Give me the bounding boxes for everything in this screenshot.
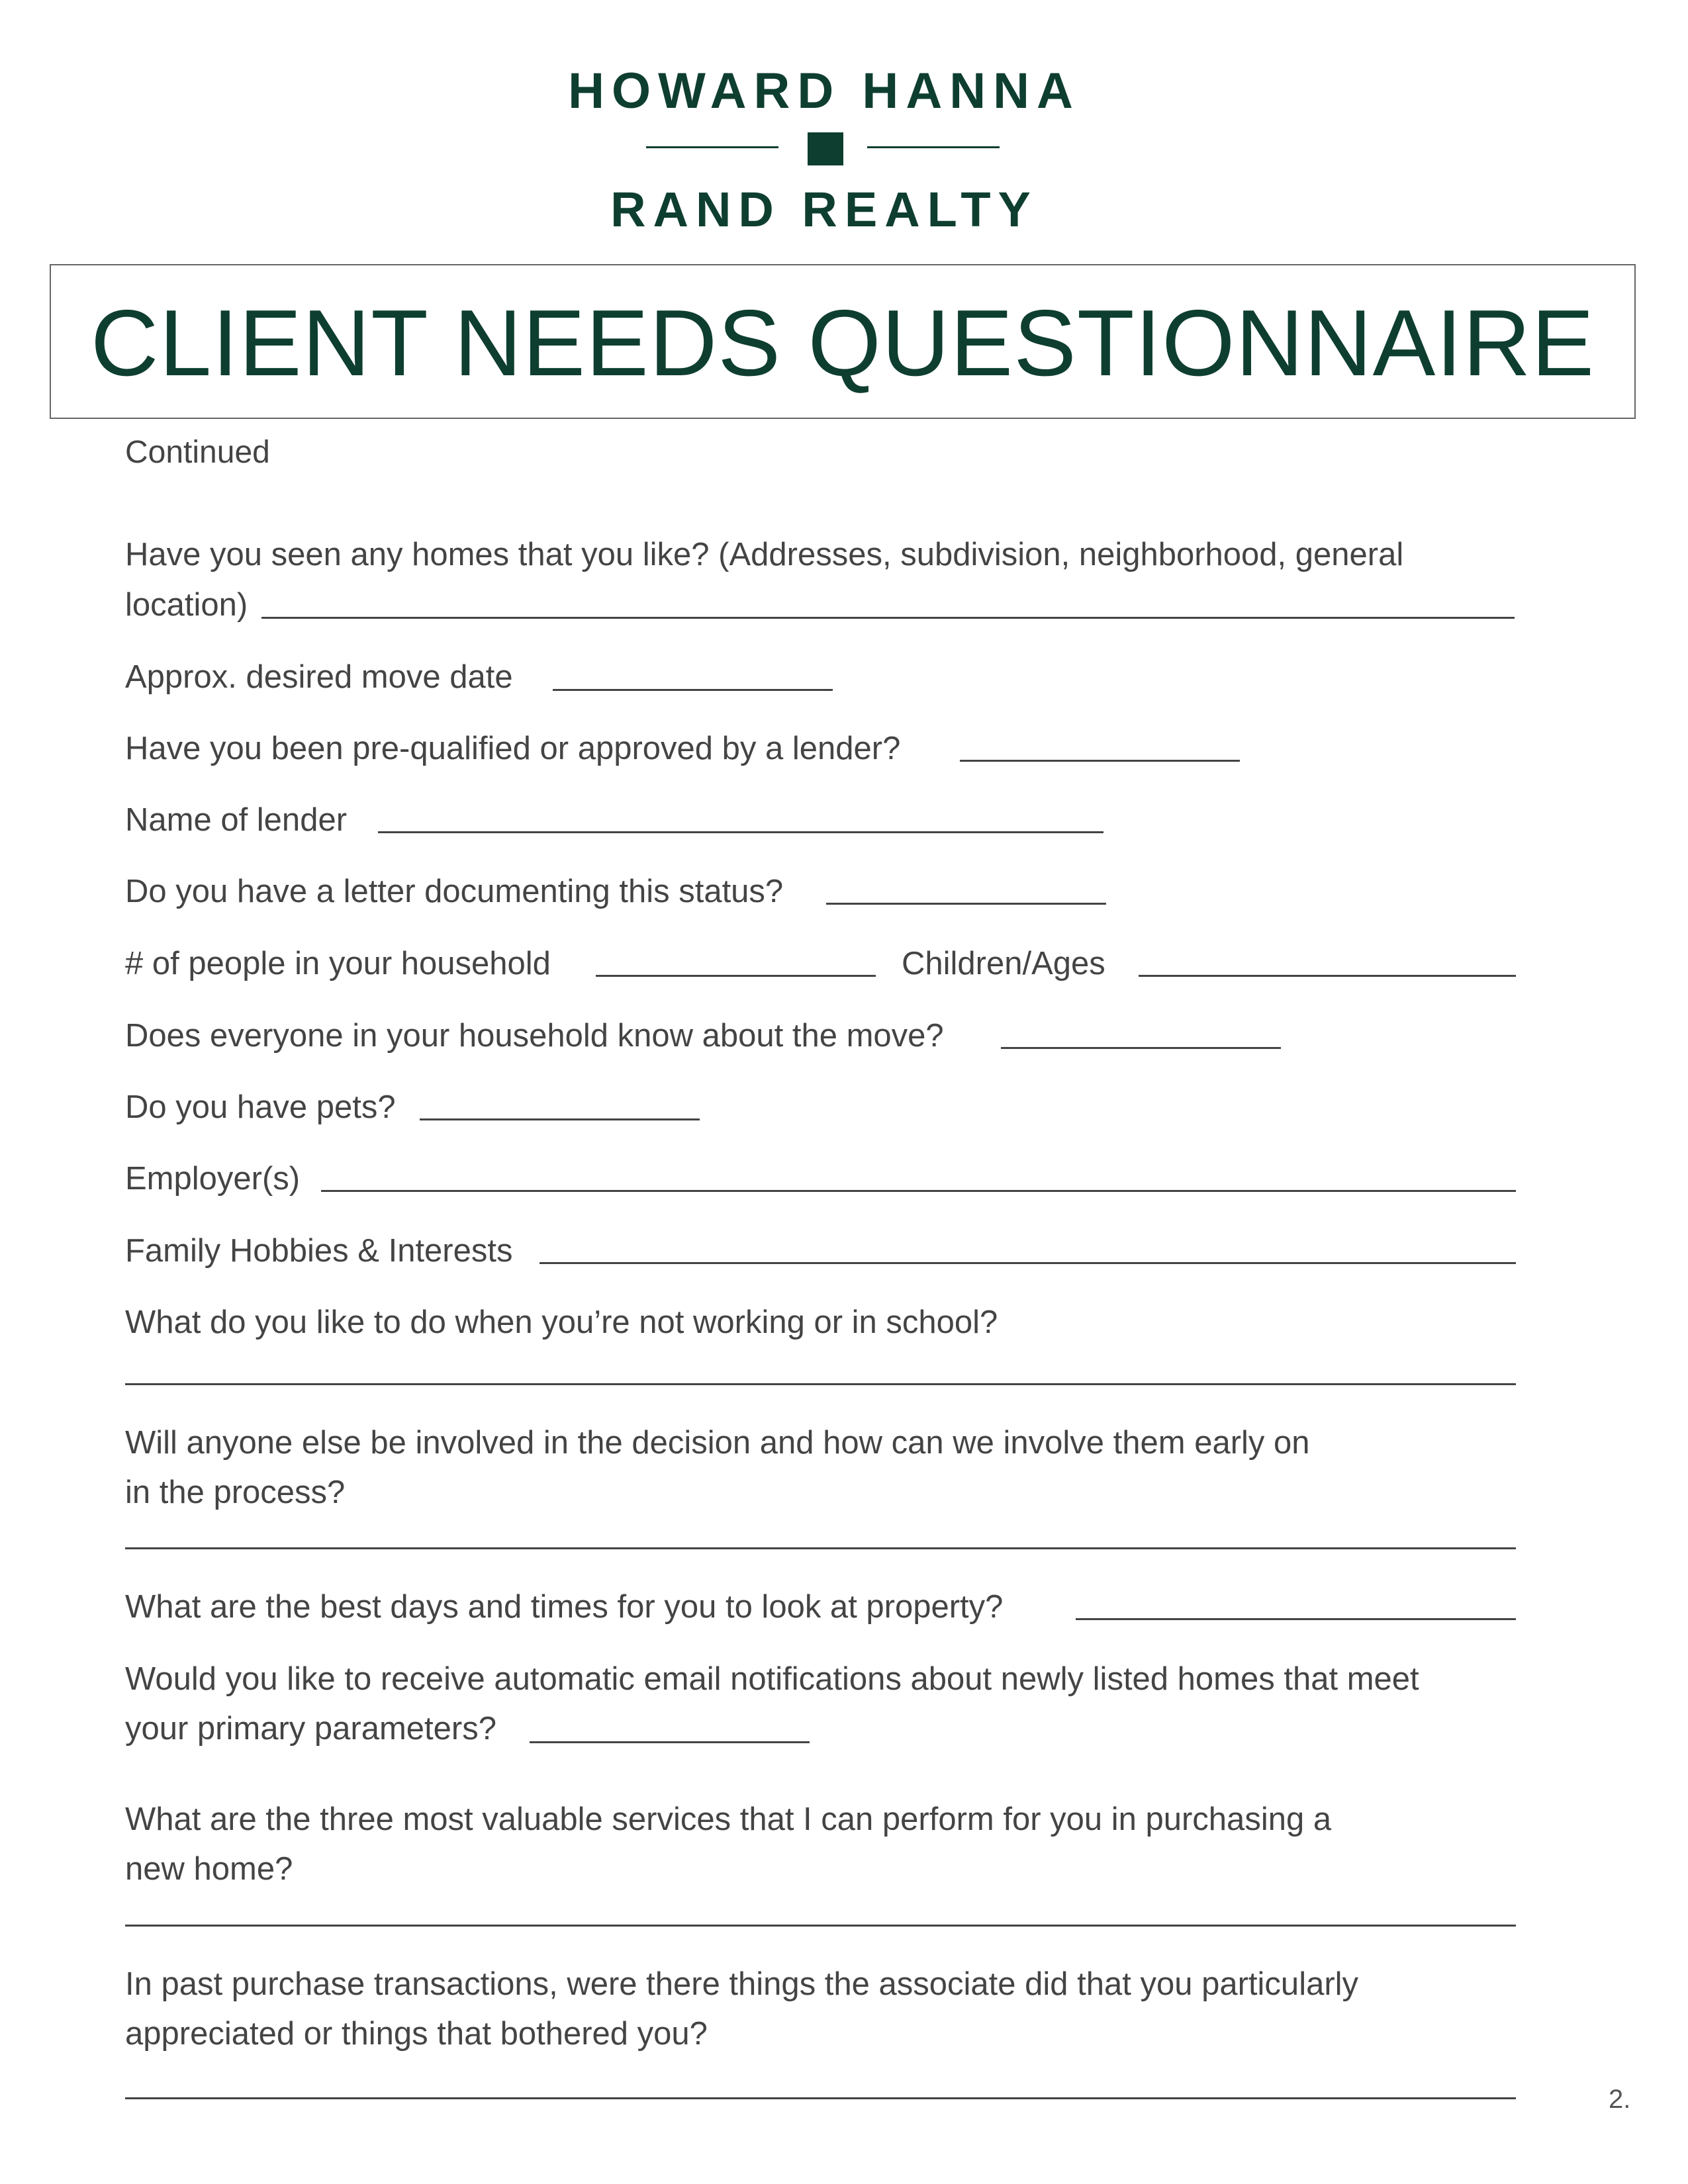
letter-status-field[interactable] — [826, 903, 1106, 905]
lender-name-field[interactable] — [378, 831, 1103, 833]
move-date-label: Approx. desired move date — [125, 659, 513, 695]
children-ages-field[interactable] — [1139, 975, 1516, 977]
pets-field[interactable] — [420, 1118, 700, 1120]
email-question-line2: your primary parameters? — [125, 1711, 496, 1747]
letter-status-label: Do you have a letter documenting this status? — [125, 874, 784, 909]
decision-question-line2: in the process? — [125, 1475, 346, 1510]
past-field[interactable] — [125, 2097, 1516, 2099]
services-question-line1: What are the three most valuable services that I can perform for you in purchasing a — [125, 1801, 1332, 1837]
free-time-field[interactable] — [125, 1383, 1516, 1385]
employers-field[interactable] — [321, 1190, 1516, 1192]
past-question-line2: appreciated or things that bothered you? — [125, 2016, 708, 2052]
household-knows-field[interactable] — [1001, 1047, 1281, 1049]
free-time-question: What do you like to do when you’re not working or in school? — [125, 1304, 998, 1340]
hobbies-field[interactable] — [539, 1262, 1516, 1264]
logo-top-text: HOWARD HANNA — [568, 63, 1080, 119]
children-ages-label: Children/Ages — [902, 946, 1105, 981]
prequalified-label: Have you been pre-qualified or approved by a lender? — [125, 731, 901, 766]
logo-rule-left — [646, 146, 778, 148]
homes-liked-field[interactable] — [261, 617, 1515, 619]
household-knows-label: Does everyone in your household know about the move? — [125, 1018, 944, 1054]
email-question-line1: Would you like to receive automatic email notifications about newly listed homes that meet — [125, 1661, 1419, 1697]
homes-liked-question-line1: Have you seen any homes that you like? (Addresses, subdivision, neighborhood, general — [125, 537, 1404, 572]
logo-bottom-text: RAND REALTY — [610, 182, 1038, 237]
decision-question-line1: Will anyone else be involved in the decision and how can we involve them early on — [125, 1425, 1310, 1461]
pets-label: Do you have pets? — [125, 1089, 396, 1125]
page-title: CLIENT NEEDS QUESTIONNAIRE — [90, 291, 1595, 396]
household-people-label: # of people in your household — [125, 946, 551, 981]
employers-label: Employer(s) — [125, 1161, 301, 1197]
hobbies-label: Family Hobbies & Interests — [125, 1233, 513, 1269]
services-question-line2: new home? — [125, 1851, 293, 1887]
move-date-field[interactable] — [553, 689, 833, 691]
homes-liked-question-line2: location) — [125, 587, 248, 623]
prequalified-field[interactable] — [960, 760, 1240, 762]
household-people-field[interactable] — [596, 975, 876, 977]
lender-name-label: Name of lender — [125, 802, 348, 838]
best-times-label: What are the best days and times for you to look at property? — [125, 1589, 1004, 1625]
continued-label: Continued — [125, 435, 270, 470]
page-number: 2. — [1609, 2085, 1631, 2114]
logo-rule-right — [867, 146, 1000, 148]
past-question-line1: In past purchase transactions, were there things the associate did that you particularly — [125, 1966, 1359, 2002]
best-times-field[interactable] — [1076, 1618, 1516, 1620]
email-field[interactable] — [530, 1741, 810, 1743]
decision-field[interactable] — [125, 1547, 1516, 1549]
logo-square-icon — [808, 132, 843, 165]
services-field[interactable] — [125, 1925, 1516, 1927]
